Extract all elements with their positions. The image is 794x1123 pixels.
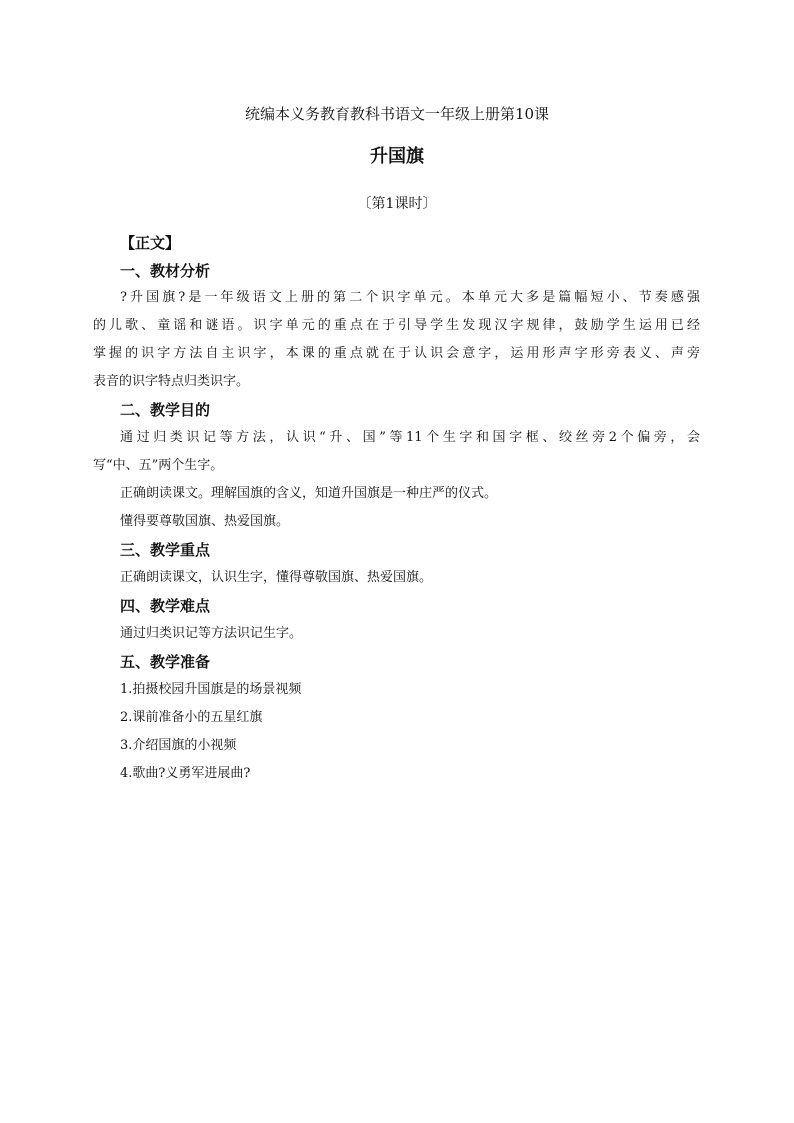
analysis-line-1: ?升国旗?是一年级语文上册的第二个识字单元。本单元大多是篇幅短小、节奏感强 bbox=[120, 290, 700, 305]
analysis-line-2: 的儿歌、童谣和谜语。识字单元的重点在于引导学生发现汉字规律，鼓励学生运用已经 bbox=[93, 318, 700, 333]
preparation-item-1: 1.拍摄校园升国旗是的场景视频 bbox=[120, 682, 302, 697]
goals-line-4: 懂得要尊敬国旗、热爱国旗。 bbox=[120, 514, 290, 529]
heading-teaching-preparation: 五、教学准备 bbox=[120, 653, 211, 671]
preparation-item-2: 2.课前准备小的五星红旗 bbox=[120, 710, 263, 725]
preparation-item-4: 4.歌曲?义勇军进展曲? bbox=[120, 766, 251, 781]
lesson-title: 升国旗 bbox=[370, 146, 424, 167]
section-label-body: 【正文】 bbox=[120, 234, 181, 252]
preparation-item-3: 3.介绍国旗的小视频 bbox=[120, 738, 237, 753]
difficulty-line-1: 通过归类识记等方法识记生字。 bbox=[120, 626, 303, 641]
goals-line-1: 通过归类识记等方法，认识“升、国”等11个生字和国字框、绞丝旁2个偏旁，会 bbox=[120, 430, 700, 445]
goals-line-3: 正确朗读课文。理解国旗的含义，知道升国旗是一种庄严的仪式。 bbox=[120, 486, 498, 501]
goals-line-2: 写“中、五”两个生字。 bbox=[93, 458, 224, 473]
heading-teaching-focus: 三、教学重点 bbox=[120, 541, 211, 559]
lesson-period: 〔第1课时〕 bbox=[357, 196, 437, 212]
heading-teaching-goals: 二、教学目的 bbox=[120, 401, 211, 419]
analysis-line-4: 表音的识字特点归类识字。 bbox=[93, 374, 250, 389]
course-line: 统编本义务教育教科书语文一年级上册第10课 bbox=[244, 105, 550, 123]
heading-teaching-difficulty: 四、教学难点 bbox=[120, 597, 211, 615]
heading-textbook-analysis: 一、教材分析 bbox=[120, 262, 211, 280]
analysis-line-3: 掌握的识字方法自主识字，本课的重点就在于认识会意字，运用形声字形旁表义、声旁 bbox=[93, 346, 700, 361]
focus-line-1: 正确朗读课文，认识生字，懂得尊敬国旗、热爱国旗。 bbox=[120, 570, 433, 585]
